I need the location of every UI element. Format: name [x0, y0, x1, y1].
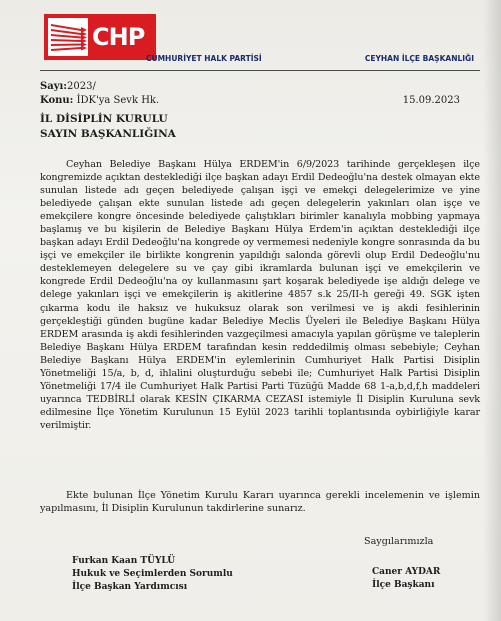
sayi-value: 2023/: [67, 81, 96, 92]
signature-right: [372, 566, 440, 592]
signer-right-name: Caner AYDAR: [372, 567, 441, 577]
district-office: CEYHAN İLÇE BAŞKANLIĞI: [364, 54, 474, 63]
closing-paragraph: Ekte bulunan İlçe Yönetim Kurulu Kararı uyarınca gerekli incelemenin ve işlemin yapılmasını, İl Disiplin Kurulunun takdirlerine sunarız.: [40, 490, 480, 514]
signer-left-name: Furkan Kaan TÜYLÜ: [72, 556, 176, 566]
signer-left-title-1: Hukuk ve Seçimlerden Sorumlu: [72, 569, 233, 579]
sayi-label: Sayı:: [40, 81, 68, 92]
party-name: CUMHURİYET HALK PARTİSİ: [146, 54, 262, 63]
letter-date: 15.09.2023: [402, 95, 460, 106]
konu-label: Konu:: [40, 95, 74, 106]
header-divider: [40, 70, 480, 71]
recipient-block: [40, 112, 480, 142]
logo-wordmark: CHP: [92, 23, 145, 51]
body-paragraph: Ceyhan Belediye Başkanı Hülya ERDEM'in 6/9/2023 tarihinde gerçekleşen ilçe kongremizde açıktan desteklediği ilçe başkan adayı Erdil Dedeoğlu'na destek olmayan ekte sunulan listede adı geçen belediyede çalışan işçi ve emekçi delegelerimize ve yine belediyede çalışan ekte sunulan listede adı geçen delegelerin yakınları olan işçe ve emekçilere kongre öncesinde belediyede çalıştıkları birimler kanalıyla mobbing yapmaya başlamış ve bu kişilerin de Belediye Başkanı Hülya Erdem'in açıktan desteklediği ilçe başkan adayı Erdil Dedeoğlu'na kongrede oy vermemesi nedeniyle kongre sonrasında da bu işçi ve emekçiler ile birlikte kongrenin yapıldığı salonda görevli olup Erdil Dedeoğlu'nu desteklemeyen delegelere su ve çay gibi ikramlarda bulunan işçi ve emekçilerin ve kongrede Erdil Dedeoğlu'na oy kullanmasını şart koşarak belediyede işe aldığı delege ve delege yakınları işçi ve emekçilerin iş akitlerine 4857 s.k 25/II-h gereği 49. SGK işten çıkarma kodu ile haksız ve hukuksuz olarak son verilmesi ve iş akdi fesihlerinin gerçekleştiği günden bugüne kadar Belediye Meclis Üyeleri ile Belediye Başkanı Hülya ERDEM arasında iş akdi fesihlerinden vazgeçilmesi amacıyla yapılan görüşme ve taleplerin Belediye Başkanı Hülya ERDEM tarafından kesin reddedilmiş olması sebebiyle; Ceyhan Belediye Başkanı Hülya ERDEM'in eylemlerinin Cumhuriyet Halk Partisi Disiplin Yönetmeliği 15/a, b, d, ihlalini oluşturduğu sebebi ile; Cumhuriyet Halk Partisi Disiplin Yönetmeliği 17/4 ile Cumhuriyet Halk Partisi Parti Tüzüğü Madde 68 1-a,b,d,f,h maddeleri uyarınca TEDBİRLİ olarak KESİN ÇIKARMA CEZASI istemiyle İl Disiplin Kuruluna sevk edilmesine İlçe Yönetim Kurulunun 15 Eylül 2023 tarihli toplantısında oybirliğiyle karar verilmiştir.: [40, 159, 480, 431]
recipient-line-2: SAYIN BAŞKANLIĞINA: [40, 128, 176, 140]
page-edge-shadow: [483, 0, 501, 621]
letterhead: [40, 12, 480, 70]
signer-right-title: İlçe Başkanı: [372, 580, 435, 590]
signer-left-title-2: İlçe Başkan Yardımcısı: [72, 582, 188, 592]
letter-meta: [40, 80, 480, 108]
regards: Saygılarımızla: [364, 536, 434, 547]
signature-left: [72, 555, 233, 594]
reference-number: [40, 80, 480, 94]
recipient-line-1: İL DİSİPLİN KURULU: [40, 113, 168, 125]
konu-value: İDK'ya Sevk Hk.: [76, 95, 160, 106]
letter-body: [40, 158, 480, 432]
chp-logo: [44, 14, 156, 60]
six-arrows-icon: [48, 18, 88, 56]
closing-block: [40, 489, 480, 515]
